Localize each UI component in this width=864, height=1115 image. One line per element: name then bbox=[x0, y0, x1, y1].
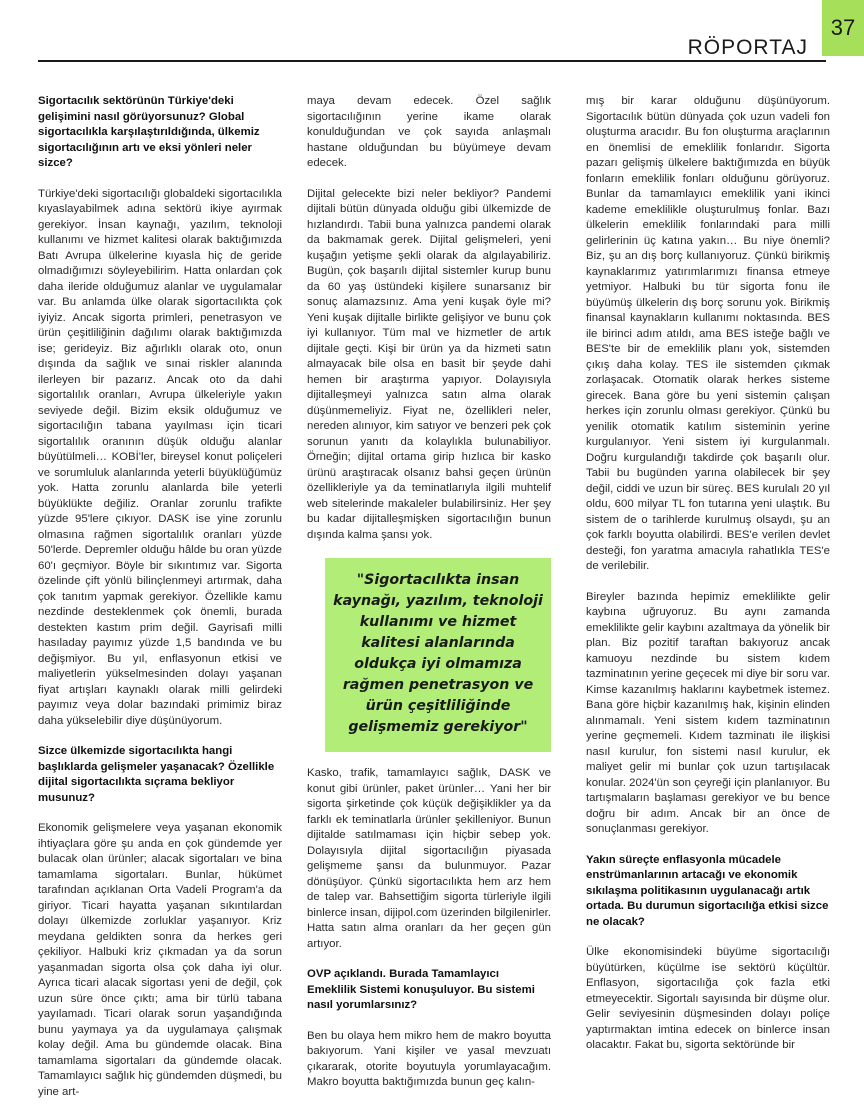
article-column-1 bbox=[38, 94, 282, 1115]
answer-1: Türkiye'deki sigortacılığı globaldeki sigortacılıkla kıyaslayabilmek adına sektörü ikiye ayırmak gerekiyor. İnsan kaynağı, yazılım, teknoloji kullanımı ve hizmet kalitesi olarak baktığımızda Batı Avrupa ülkelerine kıyasla hiç de geride olmadığımızı söyleyebilirim. Hatta onlardan çok daha ileride olduğumuz alanlar ve uygulamalar var. Bu anlamda ülke olarak sigortacılıkta çok iyiyiz. Ancak sigorta primleri, penetrasyon ve ürün çeşitliliğinin dağılımı olarak baktığımızda ise; gerideyiz. Biz ağırlıklı olarak oto, onun dışında da sağlık ve sınai riskler alanında ilerleyen bir pazarız. Ancak oto da dahi sigortalılık oranları, Avrupa ülkeleriyle yakın seviyede değil. Bizim eksik olduğumuz ve sigortacılığın tabana yayılması için ticari sigortalılık oranının düşük olduğu alanlar büyütülmeli… KOBİ'ler, bireysel konut poliçeleri ve sorumluluk alanlarında yeterli büyüklüğümüz yok. Hatta zorunlu alanlarda bile yeterli büyüklükte değiliz. Oranlar zorunlu trafikte yüzde 95'lere çıkıyor. DASK ise yine zorunlu olmasına rağmen sigortalılık oranları yüzde 50'lerde. Depremler olduğu hâlde bu oran yüzde 60'ı geçmiyor. Böyle bir sıkıntımız var. Sigorta özelinde çift yönlü bilinçlenmeyi artırmak, daha çok tanıtım yapmak gerekiyor. Özellikle kamu nezdinde desteklenmek çok önemli, burada destekten kastım prim değil. Gayrisafi milli hasıladay payımız yüzde 1,5 bandında ve bu değişmiyor. Bu yıl, enflasyonun etkisi ve maliyetlerin yükselmesinden dolayı yaşanan fiyat artışları kaynaklı olarak milli gelirdeki payımız veya dolar bazındaki primimiz biraz daha yükselebilir diye düşünüyorum. bbox=[38, 187, 282, 727]
paragraph: Ben bu olaya hem mikro hem de makro boyutta bakıyorum. Yani kişiler ve yasal mevzuatı çıkararak, otorite boyutuyla yorumlayacağım. Makro boyutta baktığımızda bunun geç kalın- bbox=[307, 1029, 551, 1088]
section-title: RÖPORTAJ bbox=[687, 36, 808, 59]
header-divider bbox=[38, 60, 826, 62]
paragraph: Kasko, trafik, tamamlayıcı sağlık, DASK ve konut gibi ürünler, paket ürünler… Yani her bir sigorta şirketinde çok küçük değişiklikler ya da farklı ek teminatlarla ürünler şekilleniyor. Bunun dijitalde satılmaması için hiçbir sebep yok. Dolayısıyla dijital sigortacılığın piyasada gelişmeme şansı da bulunmuyor. Pazar dönüşüyor. Çünkü sigortacılıkta hem arz hem de talep var. Bahsettiğim sigorta türleriyle ilgili binlerce insan, dijipol.com üzerinden bilgilenirler. Hatta satın alma oranları da her geçen gün artıyor. bbox=[307, 767, 551, 950]
paragraph: Ülke ekonomisindeki büyüme sigortacılığı büyütürken, küçülme ise sektörü küçültür. Enflasyon, sigortacılığa çok fazla etki etmeyecektir. Sigortalı sayısında bir düşme olur. Gelir seviyesinin düşmesinden dolayı poliçe yaptırmaktan imtina edecek on binlerce insan olacaktır. Fakat bu, sigorta sektöründe bir bbox=[586, 946, 830, 1051]
answer-2: Ekonomik gelişmelere veya yaşanan ekonomik ihtiyaçlara göre şu anda en çok gündemde yer bulacak olan ürünler; alacak sigortaları ve bina tamamlama sigortaları. Bunlar, hükümet tarafından açıklanan Orta Vadeli Program'a da giriyor. Ticari hayatta yaşanan sıkıntılardan dolayı ülkemizde zorluklar yaşanıyor. Kriz meydana geldikten sonra da herkes geri çekiliyor. Halbuki kriz çıkmadan ya da sorun yaşanmadan sigorta olsa çok daha iyi olur. Ayrıca ticari alacak sigortası yeni de değil, çok uzun süre önce çıktı; ama bir türlü tabana yayılamadı. Ticari olarak sorun yaşandığında bunu yaymaya ya da uygulamaya çalışmak kolay değil. Ama bu gündemde olacak. Bina tamamlama sigortaları da gündemde olacak. Tamamlayıcı sağlık hiç gündemden düşmedi, bu yine art- bbox=[38, 822, 282, 1098]
page-number: 37 bbox=[830, 15, 856, 40]
paragraph: mış bir karar olduğunu düşünüyorum. Sigortacılık bütün dünyada çok uzun vadeli fon oluşturma aracıdır. Bu fon oluşturma araçlarının en önemlisi de emeklilik fonlarıdır. Sigorta pazarı gelişmiş ülkelere baktığımızda en büyük fonların emeklilik fonları olduğunu görüyoruz. Bunlar da tamamlayıcı emeklilik yani ikinci kademe emeklilikle oluşturulmuş fonlar. Bazı ülkelerin emeklilik fonlarındaki para milli gelirlerinin üç katına yakın… Bu niye önemli? Biz, şu an dış borç kullanıyoruz. Çünkü birikmiş kaynaklarımız yatırımlarımızı finansa etmeye yetmiyor. Halbuki bu tür sigorta fonu ile büyümüş ülkelerin dış borç sorunu yok. Birikmiş finansal kaynakların kullanımı noktasında. BES ile birinci adım atıldı, ama BES isteğe bağlı ve BES'te bir de emeklilik planı yok, sistemden çıkış daha kolay. TES ile sistemden çıkmak zorlaşacak. Otomatik olarak herkes sisteme girecek. Bana göre bu yeni sistemin çalışan herkes için zorunlu olması gerekiyor. Çünkü bu yenilik otomatik katılım sisteminin yerine kurgulanıyor. Yeni sistem iyi kurgulanmalı. Doğru kurgulandığı takdirde çok başarılı olur. Tabii bu bugünden yarına olabilecek bir şey değil, ciddi ve uzun bir süreç. BES kurulalı 20 yıl oldu, 600 milyar TL fon tutarına yeni ulaştık. Bu sistem de o tarihlerde kurulmuş olsaydı, şu an çok farklı boyutta olabilirdi. BES'e verilen devlet desteği, fon yaratma amacıyla rahatlıkla TES'e de verilebilir. bbox=[586, 95, 830, 572]
question-3: OVP açıklandı. Burada Tamamlayıcı Emeklilik Sistemi konuşuluyor. Bu sistemi nasıl yorumlarsınız? bbox=[307, 968, 535, 1011]
paragraph: maya devam edecek. Özel sağlık sigortacılığının yerine ikame olarak konulduğundan ve çok sayıda anlaşmalı hastane olduğundan bu büyümeye devam edecek. bbox=[307, 95, 551, 169]
article-column-2 bbox=[307, 94, 551, 1106]
paragraph: Bireyler bazında hepimiz emeklilikte gelir kaybına uğruyoruz. Bu aynı zamanda emeklilikte gelir kaybını azaltmaya da yönelik bir plan. Biz pozitif taraftan bakıyoruz ancak kamuoyu nezdinde bu sistem kıdem tazminatının yerine geçecek mi diye bir soru var. Kimse kazanılmış haklarını kaybetmek istemez. Bana göre hiçbir kazanılmış hak, kişinin elinden alınmamalı. Yeni sistem kıdem tazminatının yerine geçmemeli. Kıdem tazminatı ile ilişkisi nasıl kurulur, fon sistemi nasıl kurulur, ek maliyet gelir mi bunlar çok uzun tartışılacak konular. 2024'ün son çeyreği için planlanıyor. Bu tartışmaların başlaması gerekiyor ve bu bence doğru bir adım. Ancak bir an önce de sonuçlanması gerekiyor. bbox=[586, 590, 830, 835]
page-number-tab bbox=[822, 0, 864, 56]
question-4: Yakın süreçte enflasyonla mücadele enstrümanlarının artacağı ve ekonomik sıkılaşma politikasının uygulanacağı artık ortada. Bu durumun sigortacılığa etkisi sizce ne olacak? bbox=[586, 853, 829, 928]
question-1: Sigortacılık sektörünün Türkiye'deki gelişimini nasıl görüyorsunuz? Global sigortacılıkla karşılaştırıldığında, ülkemiz sigortacılığının artı ve eksi yönleri neler sizce? bbox=[38, 95, 260, 169]
pull-quote: "Sigortacılıkta insan kaynağı, yazılım, teknoloji kullanımı ve hizmet kalitesi alanlarında oldukça iyi olmamıza rağmen penetrasyon ve ürün çeşitliliğinde gelişmemiz gerekiyor" bbox=[325, 558, 551, 752]
article-column-3 bbox=[586, 94, 830, 1069]
paragraph: Dijital gelecekte bizi neler bekliyor? Pandemi dijitali bütün dünyada olduğu gibi ülkemizde de hızlandırdı. Tabii buna yalnızca pandemi olarak da bakmamak gerek. Dijital gelişmeleri, yeni kuşağın yetişme şekli olarak da algılayabiliriz. Bugün, çok başarılı dijital sistemler kurup bunu da 60 yaş üstündeki kişilere sunarsanız bir sonuç alamazsınız. Ama yeni kuşak öyle mi? Yeni kuşak dijitalle birlikte gelişiyor ve bunu çok iyi kullanıyor. Tüm mal ve hizmetler de artık dijitale geçti. Kişi bir ürün ya da hizmeti satın almayacak bile olsa en basit bir şeyde dahi hemen bir araştırma yapıyor. Dolayısıyla dijitalleşmeyi yalnızca satın alma olarak düşünmemeliyiz. Fiyat ne, özellikleri neler, nereden alınıyor, kim satıyor ve benzeri pek çok sorunun yanıtı da kolaylıkla bulunabiliyor. Örneğin; dijital ortama girip hızlıca bir kasko ürünü araştıracak olsanız bahsi geçen ürünün özellikleriyle ya da teminatlarıyla ilgili muhtelif web sitelerinde makaleler bulabilirsiniz. Her şey bu kadar dijitalleşmişken sigortacılığın bunun dışında kalma şansı yok. bbox=[307, 187, 551, 541]
question-2: Sizce ülkemizde sigortacılıkta hangi başlıklarda gelişmeler yaşanacak? Özellikle dijital sigortacılıkta sıçrama bekliyor musunuz? bbox=[38, 745, 275, 804]
